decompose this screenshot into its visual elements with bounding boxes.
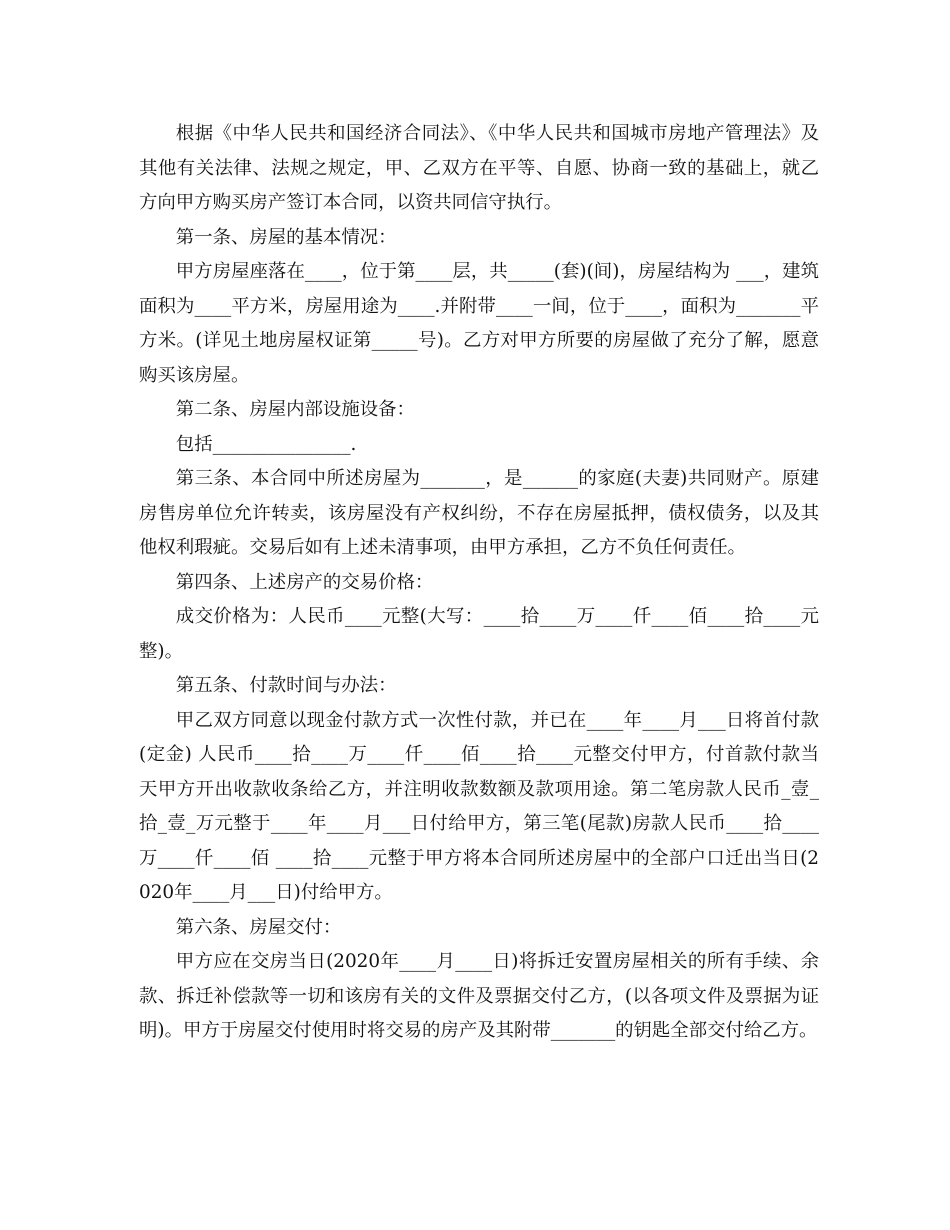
article-1-heading: 第一条、房屋的基本情况：	[175, 226, 397, 248]
article-3-body: 第三条、本合同中所述房屋为_______，是______的家庭(夫妻)共同财产。原建房售房单位允许转卖，该房屋没有产权纠纷，不存在房屋抵押，债权债务，以及其他权利瑕疵。交易后如有上述未清事项，由甲方承担，乙方不负任何责任。	[139, 468, 819, 558]
article-5-heading: 第五条、付款时间与办法：	[175, 675, 397, 696]
article-6-heading: 第六条、房屋交付：	[175, 916, 342, 938]
article-2-body: 包括_______________.	[175, 433, 357, 455]
article-4-heading: 第四条、上述房产的交易价格：	[175, 571, 434, 593]
article-5-body: 甲乙双方同意以现金付款方式一次性付款，并已在____年____月___日将首付款(定金) 人民币____拾____万____仟____佰____拾____元整交付甲方，付首款付款当天甲方开出收款收条给乙方，并注明收款数额及款项用途。第二笔房款人民币_壹_拾_壹_万元整于____年____月___日付给甲方，第三笔(尾款)房款人民币____拾____万____仟____佰 ____拾____元整于甲方将本合同所述房屋中的全部户口迁出当日(2020年____月___日)付给甲方。	[139, 709, 819, 903]
article-4-body: 成交价格为：人民币____元整(大写：____拾____万____仟____佰____拾____元整)。	[139, 606, 819, 662]
article-2-heading: 第二条、房屋内部设施设备：	[175, 399, 415, 420]
article-1-body: 甲方房屋座落在____，位于第____层，共_____(套)(间)，房屋结构为 ___，建筑面积为____平方米，房屋用途为____.并附带____一间，位于____，面积为_______平方米。(详见土地房屋权证第_____号)。乙方对甲方所要的房屋做了充分了解，愿意购买该房屋。	[139, 261, 819, 386]
preamble-paragraph: 根据《中华人民共和国经济合同法》、《中华人民共和国城市房地产管理法》及其他有关法律、法规之规定，甲、乙双方在平等、自愿、协商一致的基础上，就乙方向甲方购买房产签订本合同，以资共同信守执行。	[139, 123, 819, 213]
article-6-body: 甲方应在交房当日(2020年____月____日)将拆迁安置房屋相关的所有手续、余款、拆迁补偿款等一切和该房有关的文件及票据交付乙方，(以各项文件及票据为证明)。甲方于房屋交付使用时将交易的房产及其附带_______的钥匙全部交付给乙方。	[139, 951, 819, 1041]
contract-body	[139, 117, 819, 1049]
